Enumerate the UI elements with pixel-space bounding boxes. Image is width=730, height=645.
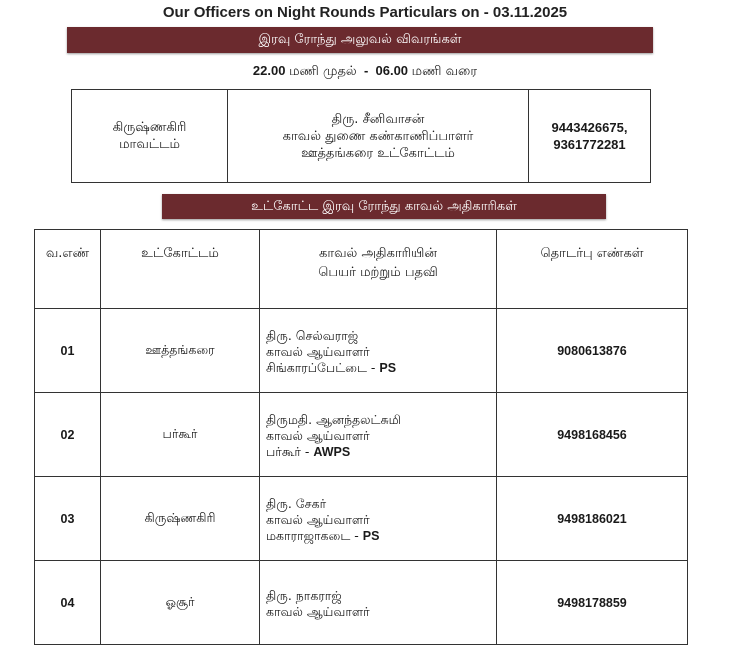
timing-end-word: மணி வரை: [411, 64, 478, 79]
district-phones-cell: [529, 90, 651, 183]
row-officer: [260, 477, 497, 561]
row-phone: 9498178859: [497, 561, 688, 645]
district-officer-table: [71, 89, 651, 183]
officer-name: திரு. நாகராஜ்: [266, 587, 342, 603]
timing-start: 22.00: [252, 63, 286, 78]
row-sno: 01: [35, 309, 101, 393]
header-sno: வ.எண்: [35, 230, 101, 309]
officer-station: சிங்காரப்பேட்டை - PS: [266, 359, 397, 375]
district-name-cell: [72, 90, 228, 183]
header-officer-line2: பெயர் மற்றும் பதவி: [318, 265, 438, 280]
header-contact: தொடர்பு எண்கள்: [497, 230, 688, 309]
row-officer: [260, 309, 497, 393]
officer-rank: காவல் ஆய்வாளர்: [266, 343, 370, 359]
district-name-line2: மாவட்டம்: [119, 137, 180, 152]
document-title: Our Officers on Night Rounds Particulars on - 03.11.2025: [162, 4, 568, 21]
section-banner-night-rounds: இரவு ரோந்து அலுவல் விவரங்கள்: [67, 27, 653, 53]
table-row: [35, 561, 688, 645]
officer-rank: காவல் ஆய்வாளர்: [266, 427, 370, 443]
section-banner-subdivision-officers: உட்கோட்ட இரவு ரோந்து காவல் அதிகாரிகள்: [162, 194, 606, 219]
district-officer-division: ஊத்தங்கரை உட்கோட்டம்: [301, 145, 455, 161]
row-phone: 9080613876: [497, 309, 688, 393]
officer-station: மகாராஜாகடை - PS: [266, 527, 380, 543]
district-officer-rank: காவல் துணை கண்காணிப்பாளர்: [282, 128, 474, 144]
officer-name: திருமதி. ஆனந்தலட்சுமி: [266, 411, 401, 427]
row-phone: 9498168456: [497, 393, 688, 477]
district-phone-2: 9361772281: [553, 137, 626, 152]
row-subdivision: கிருஷ்ணகிரி: [101, 477, 260, 561]
officer-name: திரு. சேகர்: [266, 495, 327, 511]
table-row: [35, 477, 688, 561]
timing-end: 06.00: [375, 63, 409, 78]
timing-line: 22.00 மணி முதல் - 06.00 மணி வரை: [252, 63, 478, 79]
officer-station: பர்கூர் - AWPS: [266, 443, 351, 459]
district-name-line1: கிருஷ்ணகிரி: [112, 120, 187, 135]
district-officer-name: திரு. சீனிவாசன்: [331, 111, 425, 127]
header-subdivision: உட்கோட்டம்: [101, 230, 260, 309]
row-sno: 04: [35, 561, 101, 645]
row-subdivision: ஊத்தங்கரை: [101, 309, 260, 393]
row-sno: 03: [35, 477, 101, 561]
officer-rank: காவல் ஆய்வாளர்: [266, 511, 370, 527]
subdivision-officers-table: [34, 229, 688, 645]
station-code: PS: [379, 360, 397, 375]
district-phone-1: 9443426675,: [551, 120, 628, 135]
table-row: [35, 393, 688, 477]
row-officer: [260, 561, 497, 645]
row-phone: 9498186021: [497, 477, 688, 561]
row-officer: [260, 393, 497, 477]
timing-start-word: மணி முதல்: [289, 64, 357, 79]
table-row: [35, 309, 688, 393]
header-officer-line1: காவல் அதிகாரியின்: [319, 246, 437, 261]
officer-name: திரு. செல்வராஜ்: [266, 327, 359, 343]
row-subdivision: ஓசூர்: [101, 561, 260, 645]
district-officer-cell: [228, 90, 529, 183]
officer-rank: காவல் ஆய்வாளர்: [266, 603, 370, 619]
header-officer: [260, 230, 497, 309]
table-header-row: [35, 230, 688, 309]
station-code: AWPS: [313, 444, 351, 459]
row-subdivision: பர்கூர்: [101, 393, 260, 477]
row-sno: 02: [35, 393, 101, 477]
district-row: [72, 90, 651, 183]
station-code: PS: [362, 528, 380, 543]
